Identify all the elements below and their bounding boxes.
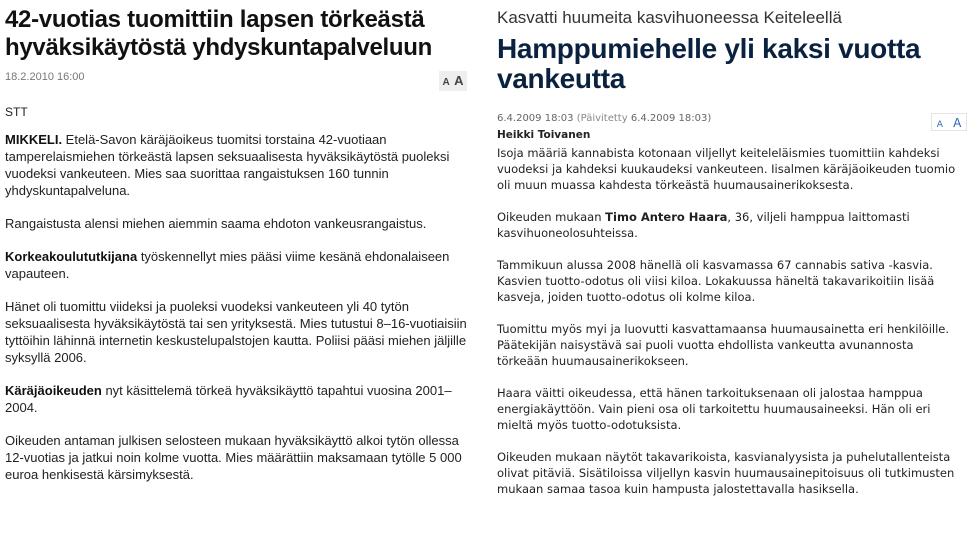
right-headline: Hamppumiehelle yli kaksi vuotta vankeutta: [497, 33, 921, 94]
right-paragraph-text: Tuomittu myös myi ja luovutti kasvattamaansa huumausainetta eri henkilöille. Päätekijän naisystävä sai puoli vuotta ehdollista vankeutta avunannosta törkeään huumausainerikokseen.: [497, 322, 950, 368]
updated-label: (Päivitetty: [576, 113, 628, 124]
font-size-toggle[interactable]: [439, 71, 467, 91]
left-headline: 42-vuotias tuomittiin lapsen törkeästä hyväksikäytöstä yhdyskuntapalveluun: [5, 6, 433, 61]
left-paragraph-text: Etelä-Savon käräjäoikeus tuomitsi torstaina 42-vuotiaan tamperelaismiehen törkeästä lapsen seksuaalisesta hyväksikäytöstä puoleksi vuodeksi vankeuteen. Mies saa suorittaa rangaistuksen 160 tunnin yhdyskuntapalveluna.: [5, 132, 450, 198]
left-paragraph: [5, 131, 467, 199]
left-paragraph-lead: Korkeakoulututkijana: [5, 249, 138, 264]
font-smaller-button[interactable]: A: [442, 77, 450, 88]
right-paragraph: [497, 449, 967, 497]
right-article: [497, 8, 967, 513]
right-kicker: Kasvatti huumeita kasvihuoneessa Keiteleellä: [497, 8, 842, 27]
right-paragraph: [497, 145, 967, 193]
left-body: [5, 131, 467, 483]
left-paragraph-lead: Käräjäoikeuden: [5, 383, 102, 398]
right-paragraph-text: Haara väitti oikeudessa, että hänen tarkoituksenaan oli jalostaa hamppua energiakäyttöön. Vain pieni osa oli tarkoitettu huumausaineeksi. Hän oli eri mieltä myös tuotto-odotuksista.: [497, 386, 931, 432]
right-font-smaller-button[interactable]: A: [936, 120, 943, 130]
left-paragraph: [5, 382, 467, 416]
right-paragraph: [497, 385, 967, 433]
left-paragraph: [5, 298, 467, 366]
right-paragraph-text: Oikeuden mukaan: [497, 210, 606, 224]
right-date: 6.4.2009 18:03: [497, 113, 574, 124]
right-date-line: [497, 113, 711, 124]
left-paragraph: [5, 248, 467, 282]
right-paragraph-text: , 36, viljeli hamppua laittomasti kasvihuoneolosuhteissa.: [497, 210, 910, 240]
left-paragraph: [5, 432, 467, 483]
right-body: [497, 145, 967, 497]
right-font-size-toggle[interactable]: [931, 113, 967, 131]
right-paragraph: [497, 321, 967, 369]
right-paragraph-text: Isoja määriä kannabista kotonaan viljellyt keiteleläismies tuomittiin kahdeksi vuodeksi ja kahdeksi kuukaudeksi vankeuteen. Iisalmen käräjäoikeuden tuomio oli muun muassa kahdesta törkeästä huumausainerikoksesta.: [497, 146, 956, 192]
left-paragraph-text: Rangaistusta alensi miehen aiemmin saama ehdoton vankeusrangaistus.: [5, 216, 427, 231]
left-paragraph-lead: MIKKELI.: [5, 132, 63, 147]
left-paragraph: [5, 215, 467, 232]
right-paragraph: [497, 209, 967, 241]
font-larger-button[interactable]: A: [454, 73, 464, 88]
updated-date: 6.4.2009 18:03): [630, 113, 712, 124]
left-date: 18.2.2010 16:00: [5, 71, 85, 83]
left-paragraph-text: Hänet oli tuomittu viideksi ja puoleksi vuodeksi vankeuteen yli 40 tytön seksuaalisesta hyväksikäytöstä tai sen yrityksestä. Mies tutustui 8–16-vuotiaisiin tyttöihin lähinnä internetin keskustelupalstojen kautta. Poliisi pääsi miehen jäljille syksyllä 2006.: [5, 299, 467, 365]
right-paragraph-text: Tammikuun alussa 2008 hänellä oli kasvamassa 67 cannabis sativa -kasvia. Kasvien tuotto-odotus oli viisi kiloa. Lokakuussa häneltä takavarikoitiin lisää kasveja, joiden tuotto-odotus oli kolme kiloa.: [497, 258, 935, 304]
left-paragraph-text: Oikeuden antaman julkisen selosteen mukaan hyväksikäyttö alkoi tytön ollessa 12-vuotias ja jatkui noin kolme vuotta. Mies määrättiin maksamaan tytölle 5 000 euroa henkisestä kärsimyksestä.: [5, 433, 462, 482]
left-paragraph-text: nyt käsittelemä törkeä hyväksikäyttö tapahtui vuosina 2001–2004.: [5, 383, 452, 415]
right-meta: [497, 111, 967, 129]
left-meta: [5, 71, 467, 93]
left-paragraph-text: työskennellyt mies pääsi viime kesänä ehdonalaiseen vapauteen.: [5, 249, 450, 281]
right-paragraph-text: Oikeuden mukaan näytöt takavarikoista, kasvianalyysista ja puhelutallenteista olivat pitäviä. Sisätiloissa viljellyn kasvin huumausainepitoisuus oli tutkimusten mukaan samaa tasoa kuin hampusta jalostettavalla hasiksella.: [497, 450, 955, 496]
right-paragraph: [497, 257, 967, 305]
left-source: STT: [5, 105, 28, 119]
right-font-larger-button[interactable]: A: [953, 116, 962, 130]
right-paragraph-bold: Timo Antero Haara: [605, 210, 728, 224]
right-author: Heikki Toivanen: [497, 129, 591, 141]
left-article: [5, 6, 467, 499]
